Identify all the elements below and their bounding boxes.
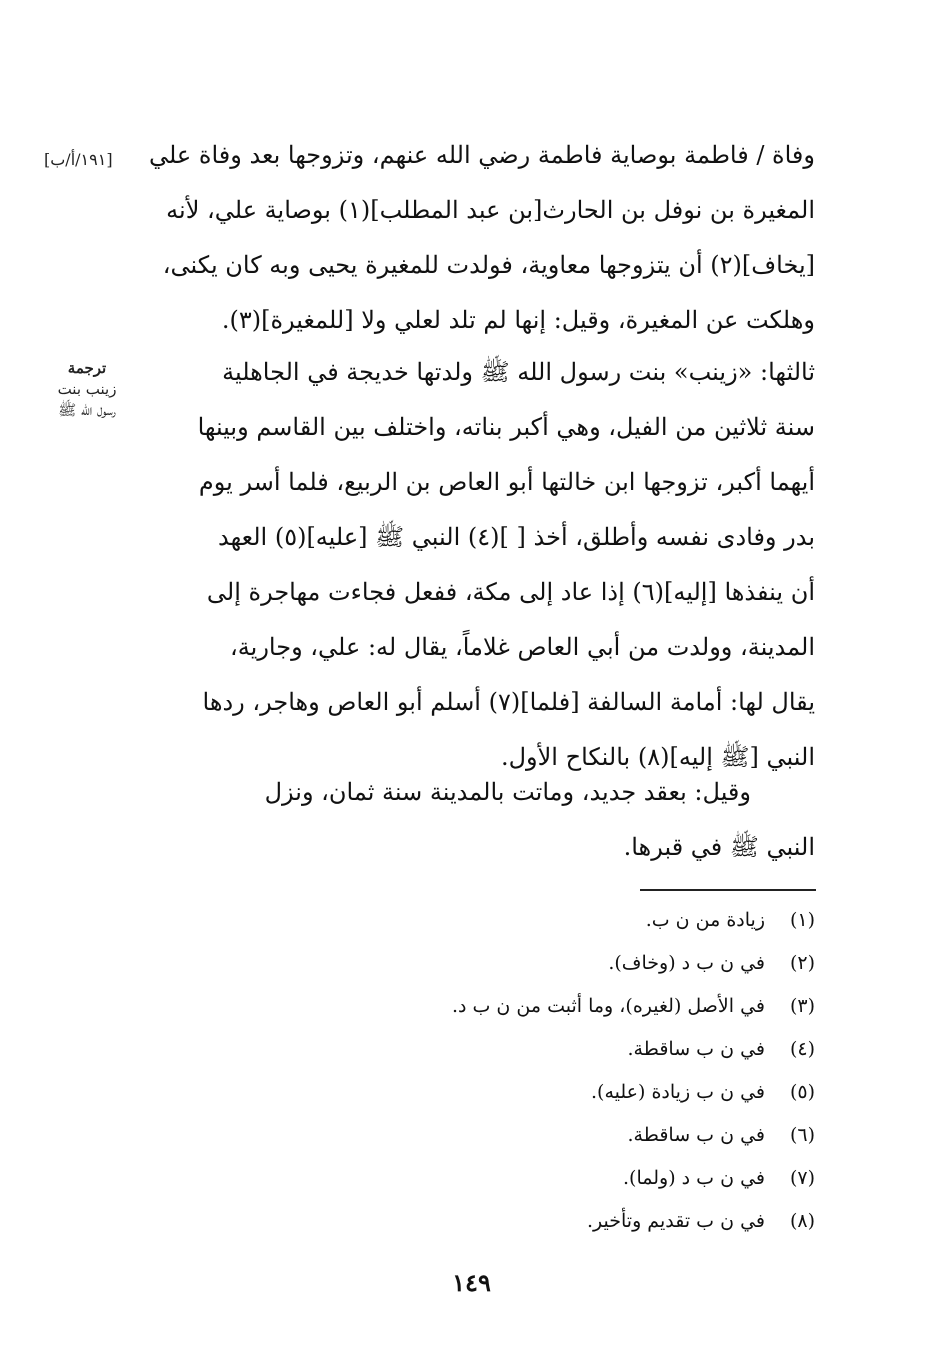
text-line: المغيرة بن نوفل بن الحارث[بن عبد المطلب](١) بوصاية علي، لأنه [166,196,815,224]
text-line: ثالثها: «زينب» بنت رسول الله ﷺ ولدتها خديجة في الجاهلية [222,358,815,386]
text-line: [يخاف](٢) أن يتزوجها معاوية، فولدت للمغيرة يحيى وبه كان يكنى، [162,251,815,279]
footnote-item [115,1028,815,1071]
text-line: أن ينفذها [إليه](٦) إذا عاد إلى مكة، ففعل فجاءت مهاجرة إلى [206,578,815,606]
text-line: وهلكت عن المغيرة، وقيل: إنها لم تلد لعلي ولا [للمغيرة](٣). [221,306,815,334]
text-line: بدر وفادى نفسه وأطلق، أخذ [ ](٤) النبي ﷺ [عليه](٥) العهد [217,523,815,551]
paragraph-fatima [135,128,815,348]
footnote-text: في ن ب ساقطة. [627,1124,765,1146]
margin-heading-line: زينب بنت [57,380,117,398]
text-line: النبي [ﷺ إليه](٨) بالنكاح الأول. [500,743,815,771]
footnote-text: في ن ب زيادة (عليه). [591,1081,765,1103]
footnotes [115,899,815,1243]
footnote-number: (٤) [789,1038,815,1060]
footnote-number: (٥) [789,1081,815,1103]
footnote-text: في ن ب ساقطة. [627,1038,765,1060]
footnote-number: (٦) [789,1124,815,1146]
footnote-item [115,1157,815,1200]
text-line: أيهما أكبر، تزوجها ابن خالتها أبو العاص بن الربيع، فلما أسر يوم [198,468,815,496]
margin-heading-line: رسول الله ﷺ [58,401,116,419]
footnote-item [115,899,815,942]
footnote-text: في الأصل (لغيره)، وما أثبت من ن ب د. [451,995,765,1017]
footnote-number: (٧) [789,1167,815,1189]
footnote-text: في ن ب د (ولما). [623,1167,765,1189]
footnote-item [115,1114,815,1157]
footnote-item [115,1071,815,1114]
text-line: يقال لها: أمامة السالفة [فلما](٧) أسلم أبو العاص وهاجر، ردها [202,688,815,716]
manuscript-folio-marker: [١٩١/أ/ب] [44,150,113,169]
paragraph-burial [135,765,815,875]
footnote-number: (٢) [789,952,815,974]
footnote-number: (٨) [789,1210,815,1232]
margin-heading-line: ترجمة [67,359,107,377]
footnote-number: (٣) [789,995,815,1017]
margin-heading [28,358,146,421]
text-line: المدينة، وولدت من أبي العاص غلاماً، يقال له: علي، وجارية، [230,633,815,661]
text-line: وقيل: بعقد جديد، وماتت بالمدينة سنة ثمان، ونزل [264,778,751,806]
text-line: سنة ثلاثين من الفيل، وهي أكبر بناته، واختلف بين القاسم وبينها [197,413,815,441]
footnote-text: في ن ب د (وخاف). [608,952,765,974]
text-line: النبي ﷺ في قبرها. [623,833,815,861]
footnote-separator [640,889,816,891]
footnote-item [115,1200,815,1243]
footnote-number: (١) [789,909,815,931]
page-number: ١٤٩ [452,1268,491,1297]
footnote-item [115,985,815,1028]
text-line: وفاة / فاطمة بوصاية فاطمة رضي الله عنهم، وتزوجها بعد وفاة علي [148,141,815,169]
paragraph-zaynab [135,345,815,785]
footnote-text: زيادة من ن ب. [645,909,765,931]
footnote-text: في ن ب تقديم وتأخير. [587,1210,765,1232]
footnote-item [115,942,815,985]
